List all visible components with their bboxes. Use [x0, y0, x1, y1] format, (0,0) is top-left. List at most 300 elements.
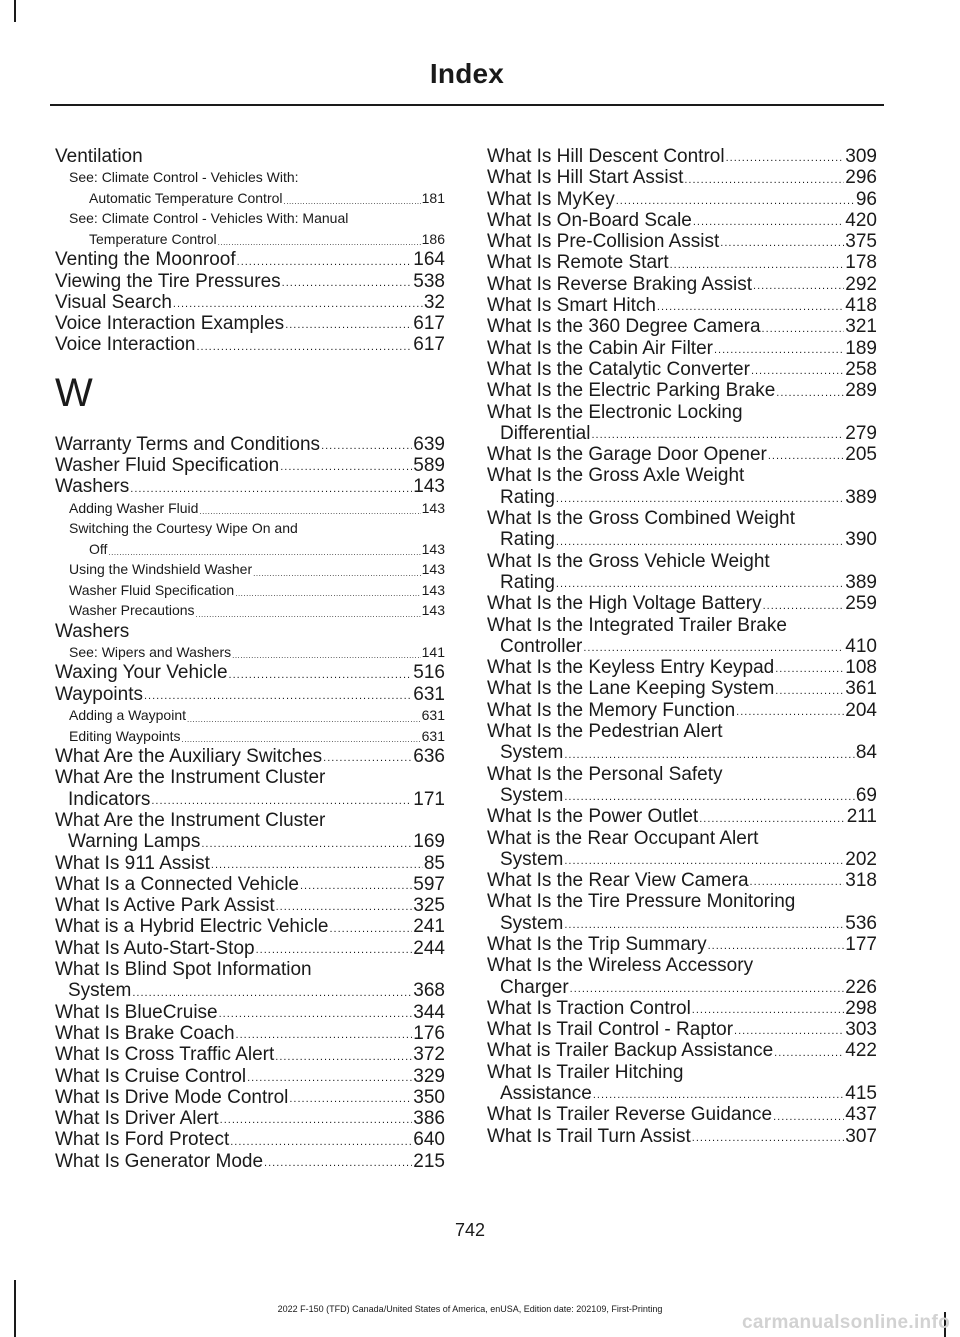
edition-footer: 2022 F-150 (TFD) Canada/United States of America, enUSA, Edition date: 202109, First-Printing — [277, 1304, 663, 1314]
entry-label: What Is the High Voltage Battery — [487, 593, 762, 615]
dot-leader — [229, 670, 413, 684]
dot-leader — [289, 1094, 412, 1108]
entry-label: What Is Active Park Assist — [55, 895, 275, 917]
index-entry — [55, 831, 445, 852]
entry-page-number: 325 — [413, 895, 445, 917]
index-column-left — [55, 146, 445, 1172]
index-column-right — [487, 146, 877, 1147]
entry-label: What Is Driver Alert — [55, 1108, 219, 1130]
index-entry — [55, 1129, 445, 1150]
index-heading: What Are the Instrument Cluster — [55, 767, 326, 789]
entry-label: What Is On-Board Scale — [487, 209, 692, 231]
entry-page-number: 176 — [413, 1022, 445, 1044]
entry-page-number: 143 — [421, 561, 445, 578]
entry-label: What Is Ford Protect — [55, 1129, 230, 1151]
entry-page-number: 617 — [413, 313, 445, 335]
entry-label: What Is the Electric Parking Brake — [487, 380, 776, 402]
dot-leader — [776, 388, 844, 402]
index-entry — [487, 806, 877, 827]
entry-page-number: 372 — [413, 1044, 445, 1066]
dot-leader — [708, 941, 845, 955]
entry-page-number: 368 — [413, 980, 445, 1002]
index-subentry — [55, 726, 445, 747]
index-subentry — [55, 705, 445, 726]
entry-page-number: 211 — [846, 806, 877, 828]
index-subentry — [55, 539, 445, 560]
entry-page-number: 169 — [413, 831, 445, 853]
entry-page-number: 298 — [845, 997, 877, 1019]
dot-leader — [556, 494, 844, 508]
dot-leader — [182, 736, 421, 746]
dot-leader — [775, 664, 844, 678]
index-entry — [487, 1126, 877, 1147]
entry-page-number: 386 — [413, 1108, 445, 1130]
index-heading: What Are the Instrument Cluster — [55, 809, 326, 831]
crop-mark-top-left — [14, 0, 16, 22]
dot-leader — [773, 1112, 844, 1126]
entry-label: What Is MyKey — [487, 188, 615, 210]
entry-page-number: 279 — [845, 422, 877, 444]
index-heading: What Is the Wireless Accessory — [487, 955, 754, 977]
index-heading: What Is the Gross Vehicle Weight — [487, 550, 770, 572]
entry-page-number: 69 — [855, 784, 877, 806]
entry-page-number: 143 — [413, 476, 445, 498]
index-entry — [487, 444, 877, 465]
dot-leader — [130, 484, 412, 498]
entry-label: System — [500, 912, 564, 934]
entry-label: Voice Interaction — [55, 334, 196, 356]
entry-label: What Is Traction Control — [487, 997, 691, 1019]
entry-page-number: 226 — [845, 976, 877, 998]
entry-label: Washers — [55, 476, 130, 498]
entry-page-number: 164 — [413, 249, 445, 271]
dot-leader — [657, 302, 844, 316]
index-heading: What Is the Personal Safety — [487, 763, 723, 785]
dot-leader — [201, 839, 412, 853]
entry-page-number: 631 — [421, 727, 445, 744]
dot-leader — [253, 570, 421, 580]
index-entry — [55, 853, 445, 874]
dot-leader — [774, 1048, 844, 1062]
index-entry — [487, 998, 877, 1019]
index-entry — [487, 359, 877, 380]
entry-page-number: 631 — [421, 707, 445, 724]
entry-page-number: 389 — [845, 571, 877, 593]
index-heading: What Is Blind Spot Information — [55, 959, 312, 981]
entry-label: System — [500, 784, 564, 806]
entry-label: Indicators — [68, 788, 151, 810]
index-entry — [55, 916, 445, 937]
watermark: carmanualsonline.info — [742, 1312, 950, 1333]
index-entry — [55, 455, 445, 476]
dot-leader — [196, 342, 412, 356]
dot-leader — [692, 1005, 845, 1019]
index-entry — [55, 434, 445, 455]
index-entry — [487, 252, 877, 273]
index-entry — [487, 316, 877, 337]
index-entry — [487, 1019, 877, 1040]
entry-label: Warning Lamps — [68, 831, 201, 853]
index-entry — [55, 789, 445, 810]
entry-label: What Is the Garage Door Opener — [487, 444, 767, 466]
dot-leader — [285, 320, 412, 334]
index-heading: Ventilation — [55, 146, 143, 167]
index-entry — [487, 1083, 877, 1104]
entry-page-number: 309 — [845, 146, 877, 167]
index-entry — [487, 870, 877, 891]
dot-leader — [753, 281, 844, 295]
index-entry — [487, 785, 877, 806]
entry-page-number: 420 — [845, 209, 877, 231]
entry-page-number: 321 — [845, 316, 877, 338]
entry-label: Automatic Temperature Control — [89, 189, 283, 206]
index-entry — [487, 380, 877, 401]
entry-page-number: 84 — [855, 742, 877, 764]
index-entry — [55, 746, 445, 767]
entry-label: Viewing the Tire Pressures — [55, 270, 281, 292]
entry-page-number: 636 — [413, 746, 445, 768]
entry-label: What Is the Rear View Camera — [487, 870, 749, 892]
dot-leader — [321, 441, 412, 455]
dot-leader — [714, 345, 844, 359]
index-entry — [55, 1066, 445, 1087]
index-entry — [55, 292, 445, 313]
page-number: 742 — [454, 1220, 486, 1240]
index-entry — [55, 313, 445, 334]
dot-leader — [220, 1115, 413, 1129]
dot-leader — [726, 153, 845, 167]
dot-leader — [108, 549, 420, 559]
entry-page-number: 410 — [845, 635, 877, 657]
dot-leader — [556, 537, 844, 551]
entry-page-number: 303 — [845, 1019, 877, 1041]
index-entry — [55, 1023, 445, 1044]
entry-label: See: Wipers and Washers — [69, 643, 232, 660]
dot-leader — [564, 856, 844, 870]
dot-leader — [720, 238, 844, 252]
index-entry — [487, 934, 877, 955]
entry-label: What Is Drive Mode Control — [55, 1086, 289, 1108]
index-entry — [487, 423, 877, 444]
index-entry — [55, 1108, 445, 1129]
entry-label: What Are the Auxiliary Switches — [55, 746, 323, 768]
entry-label: What Is the Lane Keeping System — [487, 678, 775, 700]
index-entry — [55, 980, 445, 1001]
dot-leader — [247, 1073, 412, 1087]
dot-leader — [196, 611, 421, 621]
index-entry — [55, 1087, 445, 1108]
entry-page-number: 143 — [421, 499, 445, 516]
entry-label: Visual Search — [55, 291, 172, 313]
dot-leader — [750, 877, 845, 891]
dot-leader — [564, 920, 844, 934]
entry-label: What Is a Connected Vehicle — [55, 873, 299, 895]
entry-page-number: 344 — [413, 1001, 445, 1023]
dot-leader — [256, 945, 413, 959]
entry-label: What Is Auto-Start-Stop — [55, 937, 255, 959]
entry-label: Waypoints — [55, 683, 143, 705]
index-subentry — [55, 229, 445, 250]
dot-leader — [692, 1133, 845, 1147]
entry-label: What Is Brake Coach — [55, 1022, 235, 1044]
entry-label: What Is BlueCruise — [55, 1001, 218, 1023]
dot-leader — [768, 451, 844, 465]
dot-leader — [591, 430, 844, 444]
entry-label: Warranty Terms and Conditions — [55, 433, 321, 455]
index-heading: What is the Rear Occupant Alert — [487, 827, 759, 849]
entry-page-number: 241 — [413, 916, 445, 938]
dot-leader — [275, 1052, 412, 1066]
entry-page-number: 143 — [421, 581, 445, 598]
entry-label: What Is the Catalytic Converter — [487, 358, 750, 380]
entry-label: What Is Pre-Collision Assist — [487, 231, 720, 253]
entry-label: What Is the Cabin Air Filter — [487, 337, 713, 359]
entry-page-number: 516 — [413, 662, 445, 684]
index-entry — [55, 874, 445, 895]
entry-page-number: 96 — [855, 188, 877, 210]
entry-page-number: 259 — [845, 593, 877, 615]
index-entry — [55, 249, 445, 270]
index-entry — [487, 700, 877, 721]
entry-page-number: 186 — [421, 230, 445, 247]
index-heading: What Is Trailer Hitching — [487, 1061, 684, 1083]
entry-page-number: 589 — [413, 455, 445, 477]
entry-page-number: 415 — [845, 1083, 877, 1105]
index-entry — [487, 742, 877, 763]
dot-leader — [763, 601, 845, 615]
entry-page-number: 244 — [413, 937, 445, 959]
index-entry — [55, 895, 445, 916]
index-entry — [55, 1044, 445, 1065]
entry-page-number: 189 — [845, 337, 877, 359]
dot-leader — [570, 984, 845, 998]
entry-page-number: 143 — [421, 540, 445, 557]
index-subentry — [55, 559, 445, 580]
entry-label: Venting the Moonroof — [55, 249, 236, 271]
entry-label: What Is Generator Mode — [55, 1150, 264, 1172]
dot-leader — [693, 217, 844, 231]
entry-label: What is Trailer Backup Assistance — [487, 1040, 774, 1062]
entry-label: Charger — [500, 976, 569, 998]
entry-page-number: 597 — [413, 873, 445, 895]
entry-page-number: 617 — [413, 334, 445, 356]
entry-label: What Is the 360 Degree Camera — [487, 316, 761, 338]
index-subentry — [55, 188, 445, 209]
entry-label: Adding a Waypoint — [69, 707, 186, 724]
entry-page-number: 171 — [413, 788, 445, 810]
dot-leader — [264, 1158, 412, 1172]
index-heading: What Is the Pedestrian Alert — [487, 721, 723, 743]
dot-leader — [218, 239, 421, 249]
entry-label: What Is the Trip Summary — [487, 933, 707, 955]
entry-page-number: 307 — [845, 1125, 877, 1147]
entry-label: Off — [89, 540, 108, 557]
dot-leader — [684, 175, 844, 189]
dot-leader — [323, 753, 412, 767]
entry-page-number: 289 — [845, 380, 877, 402]
index-entry — [487, 1104, 877, 1125]
header-rule — [50, 104, 884, 106]
dot-leader — [236, 1030, 413, 1044]
dot-leader — [751, 366, 844, 380]
index-entry — [487, 593, 877, 614]
dot-leader — [276, 902, 413, 916]
index-entry — [487, 146, 877, 167]
entry-page-number: 639 — [413, 433, 445, 455]
index-entry — [487, 572, 877, 593]
entry-page-number: 437 — [845, 1104, 877, 1126]
dot-leader — [282, 278, 413, 292]
entry-label: Washer Fluid Specification — [69, 581, 235, 598]
dot-leader — [593, 1090, 844, 1104]
entry-label: What Is Hill Start Assist — [487, 167, 684, 189]
index-entry — [487, 231, 877, 252]
dot-leader — [564, 750, 855, 764]
entry-label: What is a Hybrid Electric Vehicle — [55, 916, 329, 938]
index-entry — [55, 684, 445, 705]
entry-label: Rating — [500, 529, 555, 551]
entry-page-number: 85 — [423, 852, 445, 874]
index-entry — [55, 334, 445, 355]
entry-label: Waxing Your Vehicle — [55, 662, 228, 684]
entry-label: Differential — [500, 422, 591, 444]
entry-page-number: 536 — [845, 912, 877, 934]
entry-label: Washer Fluid Specification — [55, 455, 280, 477]
index-subentry — [55, 498, 445, 519]
entry-label: Controller — [500, 635, 583, 657]
dot-leader — [583, 643, 844, 657]
dot-leader — [300, 881, 412, 895]
entry-label: Editing Waypoints — [69, 727, 181, 744]
entry-page-number: 202 — [845, 848, 877, 870]
index-entry — [487, 210, 877, 231]
entry-page-number: 389 — [845, 486, 877, 508]
entry-page-number: 205 — [845, 444, 877, 466]
entry-page-number: 215 — [413, 1150, 445, 1172]
entry-label: What Is Cruise Control — [55, 1065, 247, 1087]
dot-leader — [144, 691, 412, 705]
entry-label: What Is the Power Outlet — [487, 806, 699, 828]
page-title: Index — [429, 58, 505, 89]
entry-label: Voice Interaction Examples — [55, 313, 285, 335]
index-subentry-text: See: Climate Control - Vehicles With: Manual — [69, 210, 349, 227]
dot-leader — [230, 1137, 412, 1151]
entry-label: What Is Trail Control - Raptor — [487, 1019, 734, 1041]
index-heading: What Is the Gross Axle Weight — [487, 465, 745, 487]
entry-label: Temperature Control — [89, 230, 217, 247]
index-entry — [487, 338, 877, 359]
entry-label: What Is Trail Turn Assist — [487, 1125, 691, 1147]
dot-leader — [237, 257, 413, 271]
entry-page-number: 538 — [413, 270, 445, 292]
entry-page-number: 390 — [845, 529, 877, 551]
entry-label: System — [68, 980, 132, 1002]
dot-leader — [235, 590, 420, 600]
index-entry — [487, 678, 877, 699]
entry-page-number: 631 — [413, 683, 445, 705]
index-entry — [55, 476, 445, 497]
index-subentry — [55, 600, 445, 621]
entry-label: System — [500, 848, 564, 870]
dot-leader — [330, 924, 413, 938]
index-entry — [487, 487, 877, 508]
index-subentry — [55, 580, 445, 601]
entry-page-number: 143 — [421, 602, 445, 619]
index-entry — [55, 271, 445, 292]
index-entry — [55, 938, 445, 959]
entry-page-number: 375 — [845, 231, 877, 253]
index-entry — [487, 636, 877, 657]
index-entry — [487, 529, 877, 550]
entry-page-number: 361 — [845, 678, 877, 700]
entry-label: What Is Trailer Reverse Guidance — [487, 1104, 773, 1126]
index-entry — [487, 167, 877, 188]
dot-leader — [616, 196, 855, 210]
index-heading: What Is the Gross Combined Weight — [487, 508, 795, 530]
index-heading: What Is the Integrated Trailer Brake — [487, 614, 787, 636]
dot-leader — [280, 462, 412, 476]
entry-page-number: 318 — [845, 870, 877, 892]
entry-label: Adding Washer Fluid — [69, 499, 199, 516]
dot-leader — [173, 299, 423, 313]
dot-leader — [734, 1026, 844, 1040]
entry-label: What Is the Keyless Entry Keypad — [487, 657, 775, 679]
entry-label: What Is Hill Descent Control — [487, 146, 725, 167]
entry-label: System — [500, 742, 564, 764]
entry-label: What Is the Memory Function — [487, 699, 736, 721]
entry-label: What Is Cross Traffic Alert — [55, 1044, 275, 1066]
dot-leader — [132, 988, 412, 1002]
index-entry — [487, 913, 877, 934]
dot-leader — [211, 860, 423, 874]
dot-leader — [284, 198, 421, 208]
index-heading: What Is the Electronic Locking — [487, 401, 743, 423]
entry-page-number: 178 — [845, 252, 877, 274]
entry-page-number: 350 — [413, 1086, 445, 1108]
index-entry — [55, 1151, 445, 1172]
entry-label: What Is Remote Start — [487, 252, 669, 274]
entry-label: Washer Precautions — [69, 602, 195, 619]
dot-leader — [670, 260, 845, 274]
entry-page-number: 181 — [421, 189, 445, 206]
entry-page-number: 258 — [845, 358, 877, 380]
index-subentry-text: See: Climate Control - Vehicles With: — [69, 169, 299, 186]
index-entry — [487, 657, 877, 678]
index-entry — [55, 1002, 445, 1023]
dot-leader — [564, 792, 855, 806]
index-entry — [487, 849, 877, 870]
index-heading: Washers — [55, 620, 130, 642]
index-entry — [487, 274, 877, 295]
entry-page-number: 296 — [845, 167, 877, 189]
dot-leader — [736, 707, 844, 721]
index-subentry-text: Switching the Courtesy Wipe On and — [69, 520, 298, 537]
dot-leader — [199, 508, 420, 518]
entry-page-number: 141 — [421, 643, 445, 660]
entry-page-number: 292 — [845, 273, 877, 295]
entry-label: Rating — [500, 571, 555, 593]
entry-label: What Is Smart Hitch — [487, 295, 656, 317]
entry-label: What Is Reverse Braking Assist — [487, 273, 753, 295]
dot-leader — [762, 324, 845, 338]
index-entry — [487, 1040, 877, 1061]
entry-page-number: 32 — [423, 291, 445, 313]
index-entry — [487, 189, 877, 210]
entry-label: What Is 911 Assist — [55, 852, 210, 874]
entry-page-number: 422 — [845, 1040, 877, 1062]
dot-leader — [187, 716, 421, 726]
entry-page-number: 108 — [845, 657, 877, 679]
